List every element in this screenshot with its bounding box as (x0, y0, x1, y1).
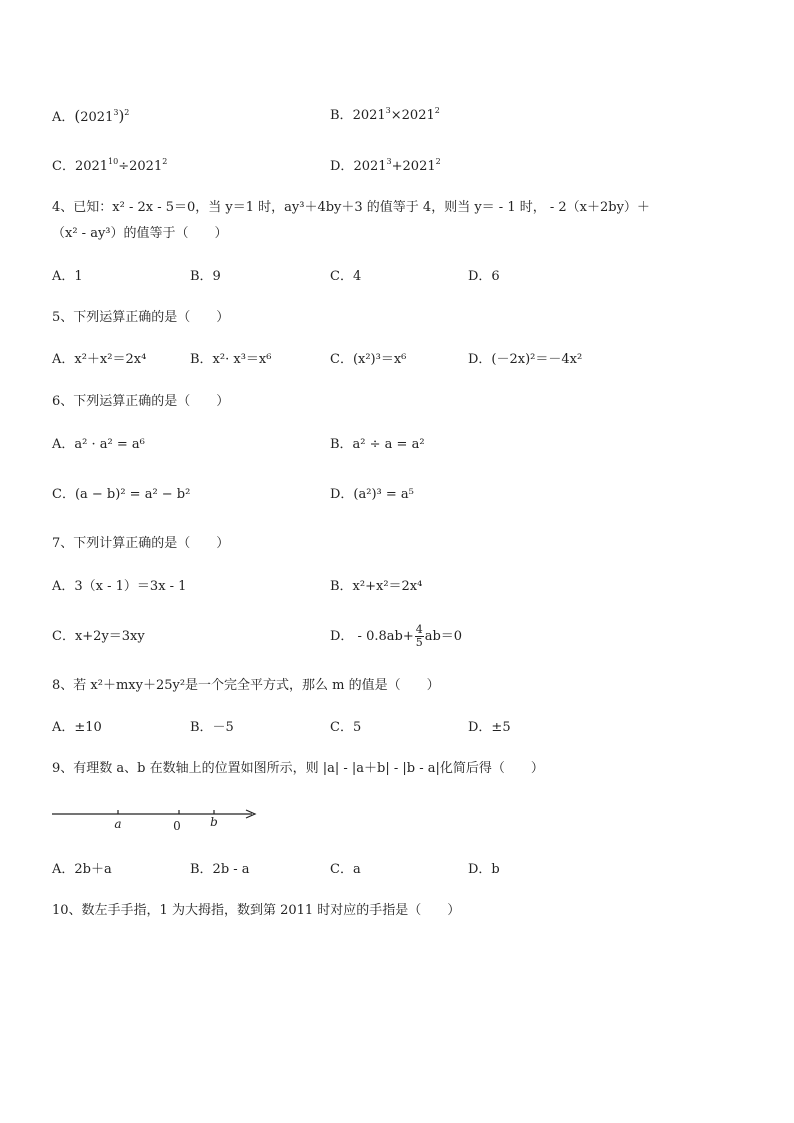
q4-option-b: B．9 (190, 269, 221, 284)
q7-option-a: A．3（x - 1）＝3x - 1 (52, 579, 187, 594)
q10-stem: 10、数左手手指，1 为大拇指，数到第 2011 时对应的手指是（ ） (52, 903, 461, 918)
q6-option-d: D．(a²)³ = a⁵ (330, 487, 414, 502)
q3-option-d: D．$2021^3+2021^2$ (330, 157, 441, 174)
q3-option-a: A．$(2021^3)^2$ (52, 107, 130, 125)
q4-option-a: A．1 (52, 269, 83, 284)
q4-stem-line2: （x² - ay³）的值等于（ ） (52, 226, 228, 241)
label-b: b (210, 815, 218, 829)
q5-option-b: B．x²· x³＝x⁶ (190, 352, 272, 367)
q5-option-a: A．x²＋x²＝2x⁴ (52, 352, 147, 367)
q3-option-c: C．$2021^{10}\div 2021^2$ (52, 157, 168, 174)
q6-option-c: C．(a − b)² = a² − b² (52, 487, 191, 502)
q6-stem: 6、下列运算正确的是（ ） (52, 394, 230, 409)
label-a: a (114, 817, 122, 831)
q9-option-d: D．b (468, 862, 500, 877)
label-zero: 0 (173, 819, 181, 833)
q5-option-c: C．(x²)³＝x⁶ (330, 352, 407, 367)
q5-option-d: D．(－2x)²＝－4x² (468, 352, 583, 367)
q8-option-d: D．±5 (468, 720, 511, 735)
q7-stem: 7、下列计算正确的是（ ） (52, 536, 230, 551)
q5-stem: 5、下列运算正确的是（ ） (52, 310, 230, 325)
q4-option-c: C．4 (330, 269, 362, 284)
q6-option-a: A．a² · a² = a⁶ (52, 437, 145, 452)
q9-option-b: B．2b - a (190, 862, 250, 877)
q4-option-d: D．6 (468, 269, 500, 284)
q7-option-d: D． - 0.8ab+ $\frac{4}{5}$ ab＝0 (330, 623, 463, 649)
q7-option-b: B．x²+x²＝2x⁴ (330, 579, 423, 594)
number-line (52, 800, 262, 834)
q8-option-b: B．－5 (190, 720, 234, 735)
q9-option-a: A．2b＋a (52, 862, 112, 877)
q9-stem: 9、有理数 a、b 在数轴上的位置如图所示，则 |a| - |a＋b| - |b - a|化简后得（ ） (52, 761, 544, 776)
q7-option-c: C．x+2y＝3xy (52, 629, 145, 644)
q8-option-c: C．5 (330, 720, 362, 735)
q4-stem-line1: 4、已知：x² - 2x - 5＝0，当 y＝1 时，ay³＋4by＋3 的值等于 4，则当 y＝ - 1 时， - 2（x＋2by）＋ (52, 200, 650, 215)
q8-option-a: A．±10 (52, 720, 102, 735)
fraction: $\frac{4}{5}$ (415, 623, 423, 649)
q6-option-b: B．a² ÷ a = a² (330, 437, 425, 452)
q9-option-c: C．a (330, 862, 361, 877)
q8-stem: 8、若 x²＋mxy＋25y²是一个完全平方式，那么 m 的值是（ ） (52, 678, 440, 693)
q3-option-b: B．$2021^3\times 2021^2$ (330, 106, 440, 123)
